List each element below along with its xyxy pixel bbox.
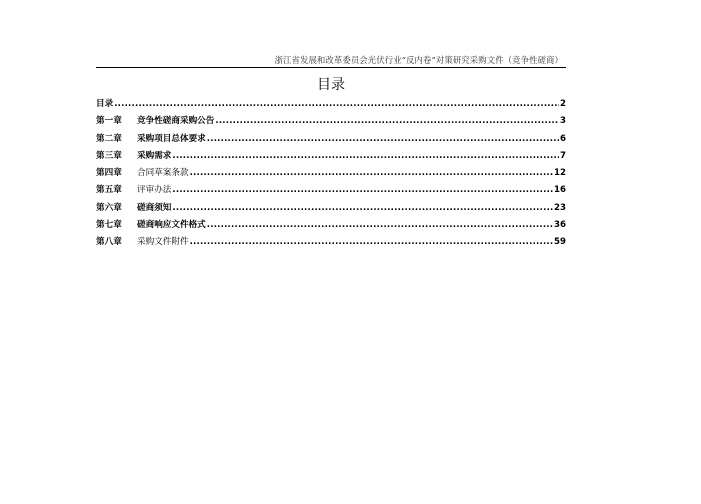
toc-entry-chapter-1[interactable] — [96, 115, 566, 132]
toc-entry-label: 评审办法 — [137, 185, 172, 196]
toc-leader-dots — [207, 133, 559, 146]
toc-leader-dots — [172, 202, 553, 215]
toc-entry-page: 36 — [554, 220, 566, 231]
toc-entry-page: 12 — [554, 168, 566, 179]
toc-leader-dots — [172, 150, 559, 163]
toc-entry-page: 7 — [560, 150, 566, 161]
toc-entry-chapter-5[interactable] — [96, 184, 566, 201]
toc-entry-chapter: 第四章 — [96, 168, 122, 179]
toc-entry-page: 2 — [560, 99, 566, 109]
toc-leader-dots — [215, 115, 559, 128]
toc-entry-label: 采购需求 — [137, 150, 172, 161]
toc-entry-chapter: 第七章 — [96, 220, 122, 231]
toc-entry-label: 目录 — [96, 99, 114, 109]
toc-entry-page: 16 — [554, 185, 566, 196]
toc-entry-chapter: 第八章 — [96, 237, 122, 248]
toc-entry-chapter: 第三章 — [96, 150, 122, 161]
toc-entry-chapter: 第二章 — [96, 133, 122, 144]
toc-entry-label: 采购文件附件 — [137, 237, 189, 248]
toc-entry-chapter-6[interactable] — [96, 202, 566, 219]
toc-title: 目录 — [317, 77, 345, 93]
toc-entry-chapter-8[interactable] — [96, 236, 566, 253]
toc-entry-page: 23 — [554, 202, 566, 213]
toc-leader-dots — [190, 236, 553, 249]
toc-entry-label: 磋商须知 — [137, 202, 172, 213]
toc-entry-contents[interactable] — [96, 98, 566, 115]
toc-entry-page: 59 — [554, 237, 566, 248]
toc-entry-label: 磋商响应文件格式 — [137, 220, 206, 231]
toc-leader-dots — [172, 184, 553, 197]
table-of-contents — [96, 98, 566, 254]
header-rule — [96, 67, 566, 68]
toc-entry-chapter-3[interactable] — [96, 150, 566, 167]
toc-entry-label: 竞争性磋商采购公告 — [137, 116, 215, 127]
toc-entry-label: 采购项目总体要求 — [137, 133, 206, 144]
toc-entry-chapter: 第六章 — [96, 202, 122, 213]
toc-leader-dots — [207, 219, 553, 232]
toc-leader-dots — [114, 98, 559, 111]
toc-entry-chapter-4[interactable] — [96, 167, 566, 184]
toc-entry-chapter-7[interactable] — [96, 219, 566, 236]
toc-leader-dots — [190, 167, 553, 180]
toc-entry-chapter: 第五章 — [96, 185, 122, 196]
toc-entry-label: 合同草案条款 — [137, 168, 189, 179]
toc-entry-page: 6 — [560, 133, 566, 144]
toc-entry-chapter: 第一章 — [96, 116, 122, 127]
toc-entry-chapter-2[interactable] — [96, 133, 566, 150]
running-header: 浙江省发展和改革委员会光伏行业“反内卷”对策研究采购文件（竞争性磋商） — [274, 55, 563, 65]
toc-entry-page: 3 — [560, 116, 566, 127]
